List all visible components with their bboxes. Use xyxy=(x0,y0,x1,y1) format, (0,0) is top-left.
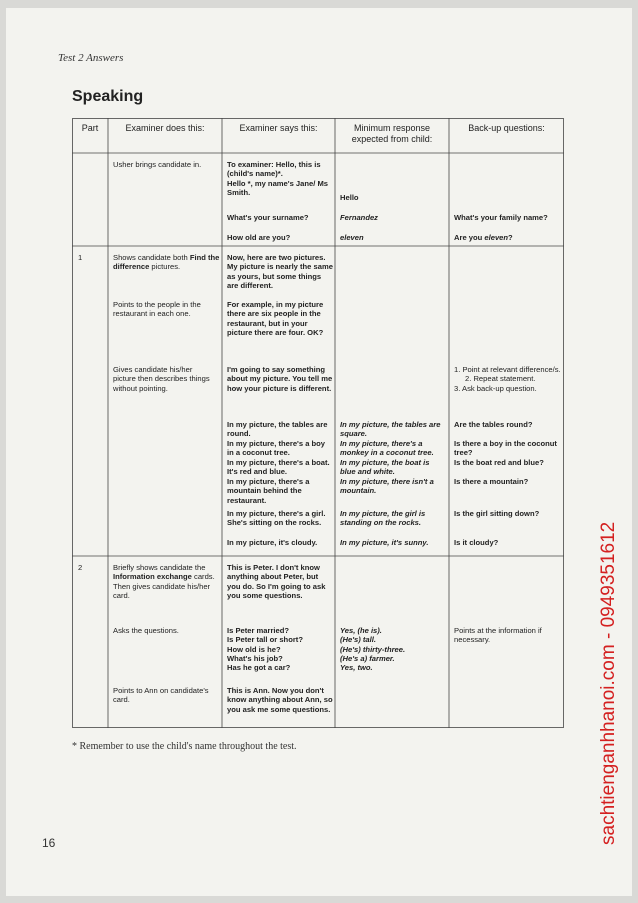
intro-backup-age xyxy=(454,233,562,242)
part1-row-backup: Is there a mountain? xyxy=(454,477,529,486)
intro-resp-surname: Fernandez xyxy=(340,213,378,222)
part1-row-backup: Is there a boy in the coconut tree? xyxy=(454,439,557,458)
intro-backup-age-prefix: Are you xyxy=(454,233,485,242)
part1-row-backup: Is the girl sitting down? xyxy=(454,509,540,518)
part1-says-example: For example, in my picture there are six people in the restaurant, but in your picture there are four. OK? xyxy=(227,300,324,337)
intro-says-surname: What's your surname? xyxy=(227,213,309,222)
section-title: Speaking xyxy=(72,88,144,105)
column-header-examiner-says: Examiner says this: xyxy=(239,123,318,133)
part1-row-says: In my picture, there's a boy in a coconut tree. xyxy=(227,439,326,458)
speaking-table xyxy=(72,118,564,728)
page-number: 16 xyxy=(42,836,56,850)
part2-does-show-post: cards. Then gives candidate his/her card. xyxy=(113,572,215,600)
part1-does-show-post: pictures. xyxy=(149,262,181,272)
intro-says-greeting xyxy=(227,160,333,197)
part2-does-ask: Asks the questions. xyxy=(113,626,179,635)
part1-row-says: In my picture, the tables are round. xyxy=(227,420,328,439)
intro-says-hello: Hello *, my name's Jane/ Ms Smith. xyxy=(227,178,328,197)
part-2-number: 2 xyxy=(78,563,83,572)
part1-says-instruction: I'm going to say something about my picture. You tell me how your picture is different. xyxy=(227,365,333,393)
answer-job: (He's a) farmer. xyxy=(340,653,395,663)
intro-says-age: How old are you? xyxy=(227,233,291,242)
part2-does-show-bold: Information exchange xyxy=(113,572,192,582)
part1-does-show-pre: Shows candidate both xyxy=(113,253,190,262)
backup-step-1-cont: 2. Repeat statement. xyxy=(465,374,536,384)
part1-row-says: In my picture, there's a boat. It's red and blue. xyxy=(227,458,330,477)
part1-row-resp: In my picture, the boat is blue and white. xyxy=(340,458,430,477)
part1-row-resp: In my picture, it's sunny. xyxy=(340,538,429,547)
part1-row-says: In my picture, it's cloudy. xyxy=(227,538,318,547)
question-age: How old is he? xyxy=(227,644,281,654)
part1-row-says: In my picture, there's a mountain behind the restaurant. xyxy=(227,477,310,505)
question-married: Is Peter married? xyxy=(227,626,290,635)
part1-says-intro: Now, here are two pictures. My picture is nearly the same as yours, but some things are different. xyxy=(227,253,333,290)
column-header-part: Part xyxy=(81,123,99,133)
footnote: * Remember to use the child's name throughout the test. xyxy=(72,741,297,752)
part1-does-show xyxy=(113,253,221,272)
running-header: Test 2 Answers xyxy=(58,52,124,64)
part2-does-show xyxy=(113,563,221,600)
part2-does-point-ann: Points to Ann on candidate's card. xyxy=(113,686,209,705)
part1-row-backup: Is it cloudy? xyxy=(454,538,499,547)
answer-tall: (He's) tall. xyxy=(340,635,376,645)
answer-car: Yes, two. xyxy=(340,663,373,673)
backup-step-2: 3. Ask back-up question. xyxy=(454,383,537,393)
part1-row-resp: In my picture, the tables are square. xyxy=(340,420,441,439)
part2-backup: Points at the information if necessary. xyxy=(454,626,542,645)
column-header-examiner-does: Examiner does this: xyxy=(125,123,205,133)
part1-row-backup: Is the boat red and blue? xyxy=(454,458,544,467)
intro-resp-age: eleven xyxy=(340,233,364,242)
part1-row-resp: In my picture, there isn't a mountain. xyxy=(340,477,434,496)
part1-row-says: In my picture, there's a girl. She's sitting on the rocks. xyxy=(227,509,326,528)
part1-does-show-bold: Find the difference xyxy=(113,253,220,272)
intro-resp-hello: Hello xyxy=(340,193,359,202)
intro-says-to-examiner: To examiner: Hello, this is (child's name)*. xyxy=(227,160,321,179)
backup-step-1: 1. Point at relevant difference/s. xyxy=(454,365,561,374)
column-header-backup: Back-up questions: xyxy=(468,123,545,133)
intro-backup-age-suffix: ? xyxy=(508,233,513,242)
part2-does-show-pre: Briefly shows candidate the xyxy=(113,563,206,572)
column-header-minimum-response: Minimum response expected from child: xyxy=(351,123,433,144)
part1-does-point: Points to the people in the restaurant in each one. xyxy=(113,300,201,319)
part-1-number: 1 xyxy=(78,253,83,262)
intro-backup-age-word: eleven xyxy=(484,233,509,242)
part1-row-resp: In my picture, the girl is standing on the rocks. xyxy=(340,509,426,528)
question-car: Has he got a car? xyxy=(227,663,291,673)
part1-row-backup: Are the tables round? xyxy=(454,420,533,429)
part2-says-peter: This is Peter. I don't know anything about Peter, but you do. So I'm going to ask you some questions. xyxy=(227,563,326,600)
question-tall: Is Peter tall or short? xyxy=(227,635,303,645)
side-watermark: sachtienganhhanoi.com - 0949351612 xyxy=(598,521,619,845)
part1-does-give: Gives candidate his/her picture then describes things without pointing. xyxy=(113,365,210,393)
part2-answers xyxy=(340,626,444,672)
intro-backup-surname: What's your family name? xyxy=(454,213,548,222)
intro-does: Usher brings candidate in. xyxy=(113,160,202,169)
answer-age: (He's) thirty-three. xyxy=(340,644,406,654)
part2-says-ann: This is Ann. Now you don't know anything about Ann, so you ask me some questions. xyxy=(227,686,333,714)
part1-row-resp: In my picture, there's a monkey in a coconut tree. xyxy=(340,439,434,458)
question-job: What's his job? xyxy=(227,653,283,663)
part2-questions xyxy=(227,626,333,672)
part1-backup-list xyxy=(454,365,562,393)
answer-married: Yes, (he is). xyxy=(340,626,382,635)
